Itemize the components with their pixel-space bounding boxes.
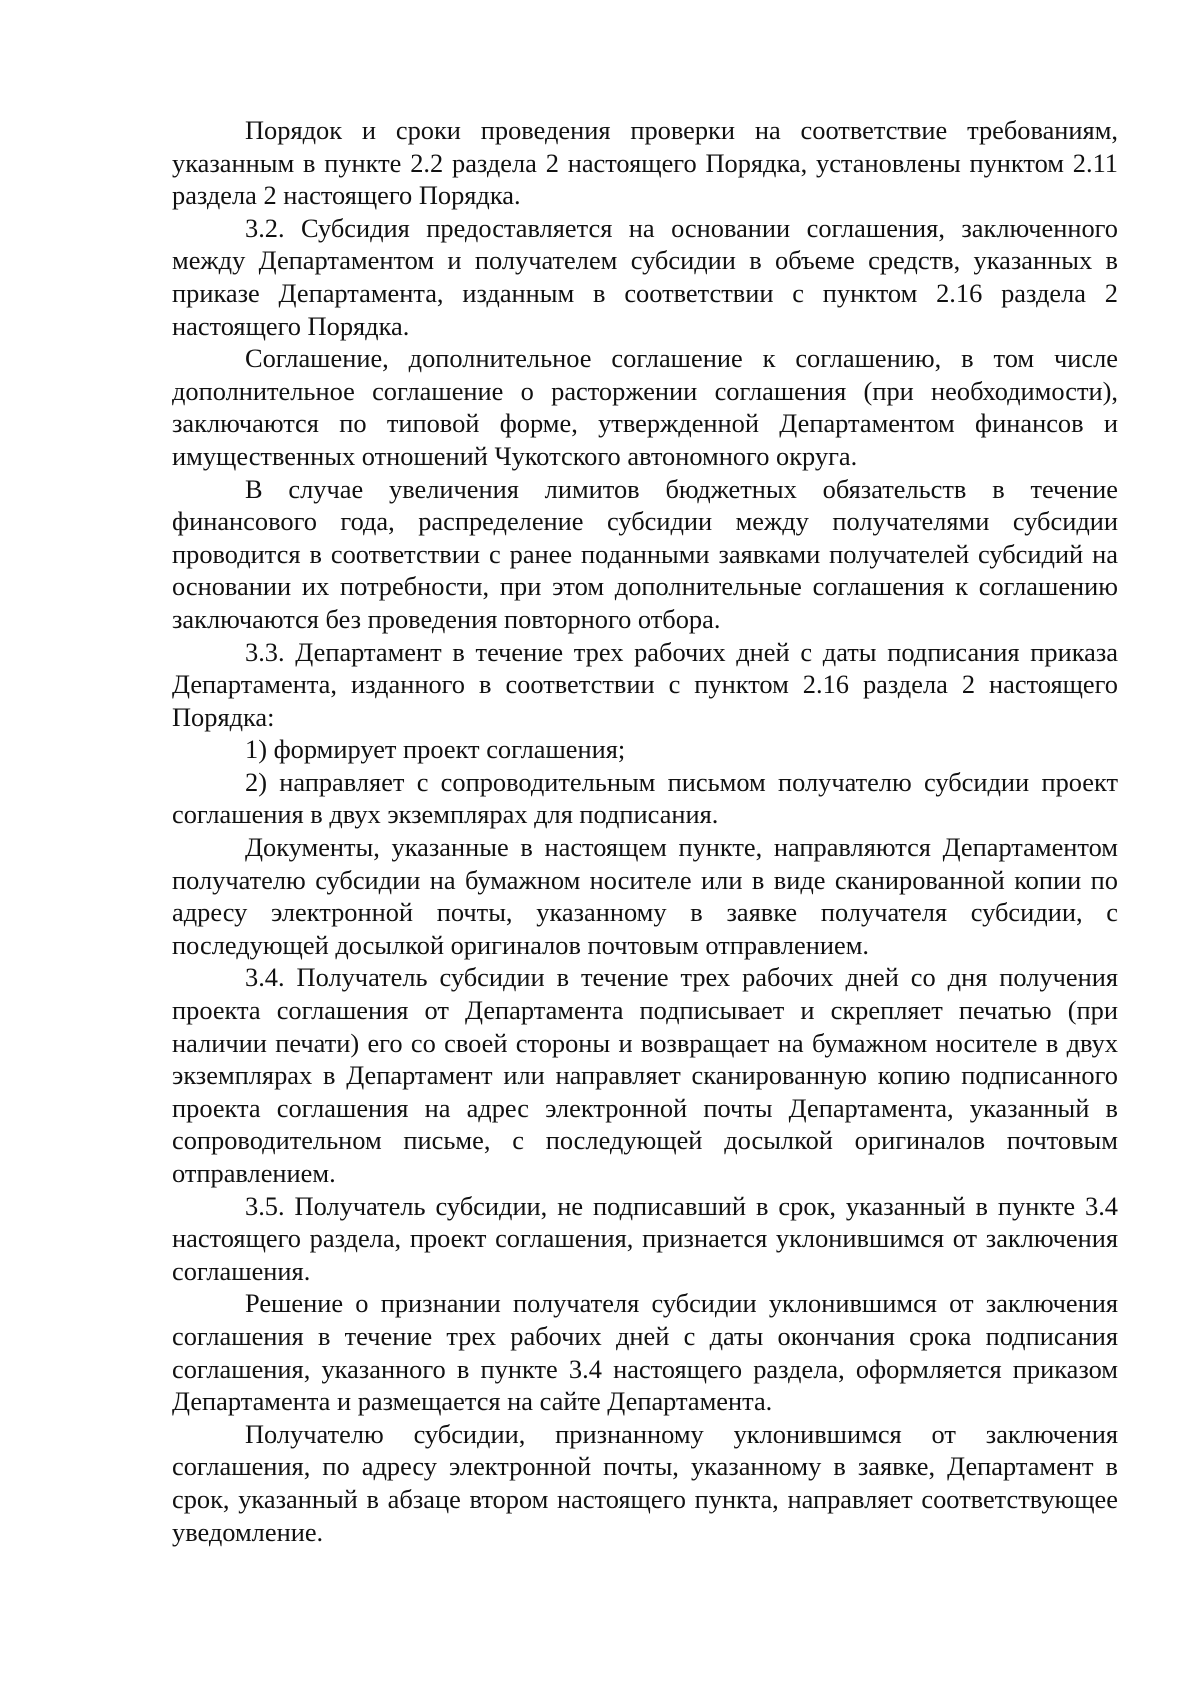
list-item-2: 2) направляет с сопроводительным письмом получателю субсидии проект соглашения в двух экземплярах для подписания. [172, 766, 1118, 830]
paragraph-3-5: 3.5. Получатель субсидии, не подписавший в срок, указанный в пункте 3.4 настоящего раздела, проект соглашения, признается уклонившимся от заключения соглашения. [172, 1190, 1118, 1286]
paragraph-notification: Получателю субсидии, признанному уклонившимся от заключения соглашения, по адресу электронной почты, указанному в заявке, Департамент в срок, указанный в абзаце втором настоящего пункта, направляет соответствующее уведомление. [172, 1418, 1118, 1547]
paragraph-3-2: 3.2. Субсидия предоставляется на основании соглашения, заключенного между Департаментом и получателем субсидии в объеме средств, указанных в приказе Департамента, изданным в соответствии с пунктом 2.16 раздела 2 настоящего Порядка. [172, 212, 1118, 341]
paragraph-verification-terms: Порядок и сроки проведения проверки на соответствие требованиям, указанным в пункте 2.2 раздела 2 настоящего Порядка, установлены пунктом 2.11 раздела 2 настоящего Порядка. [172, 115, 1118, 211]
paragraph-evasion-decision: Решение о признании получателя субсидии уклонившимся от заключения соглашения в течение трех рабочих дней с даты окончания срока подписания соглашения, указанного в пункте 3.4 настоящего раздела, оформляется приказом Департамента и размещается на сайте Департамента. [172, 1288, 1118, 1417]
paragraph-3-4: 3.4. Получатель субсидии в течение трех рабочих дней со дня получения проекта соглашения от Департамента подписывает и скрепляет печатью (при наличии печати) его со своей стороны и возвращает на бумажном носителе в двух экземплярах в Департамент или направляет сканированную копию подписанного проекта соглашения на адрес электронной почты Департамента, указанный в сопроводительном письме, с последующей досылкой оригиналов почтовым отправлением. [172, 962, 1118, 1188]
paragraph-3-3: 3.3. Департамент в течение трех рабочих дней с даты подписания приказа Департамента, изданного в соответствии с пунктом 2.16 раздела 2 настоящего Порядка: [172, 636, 1118, 732]
list-item-1: 1) формирует проект соглашения; [245, 734, 626, 765]
document-page [172, 114, 1118, 1548]
paragraph-documents-sending: Документы, указанные в настоящем пункте, направляются Департаментом получателю субсидии на бумажном носителе или в виде сканированной копии по адресу электронной почты, указанному в заявке получателя субсидии, с последующей досылкой оригиналов почтовым отправлением. [172, 832, 1118, 960]
paragraph-agreement-form: Соглашение, дополнительное соглашение к соглашению, в том числе дополнительное соглашение о расторжении соглашения (при необходимости), заключаются по типовой форме, утвержденной Департаментом финансов и имущественных отношений Чукотского автономного округа. [172, 343, 1118, 471]
paragraph-limits-increase: В случае увеличения лимитов бюджетных обязательств в течение финансового года, распределение субсидии между получателями субсидии проводится в соответствии с ранее поданными заявками получателей субсидий на основании их потребности, при этом дополнительные соглашения к соглашению заключаются без проведения повторного отбора. [172, 473, 1118, 634]
